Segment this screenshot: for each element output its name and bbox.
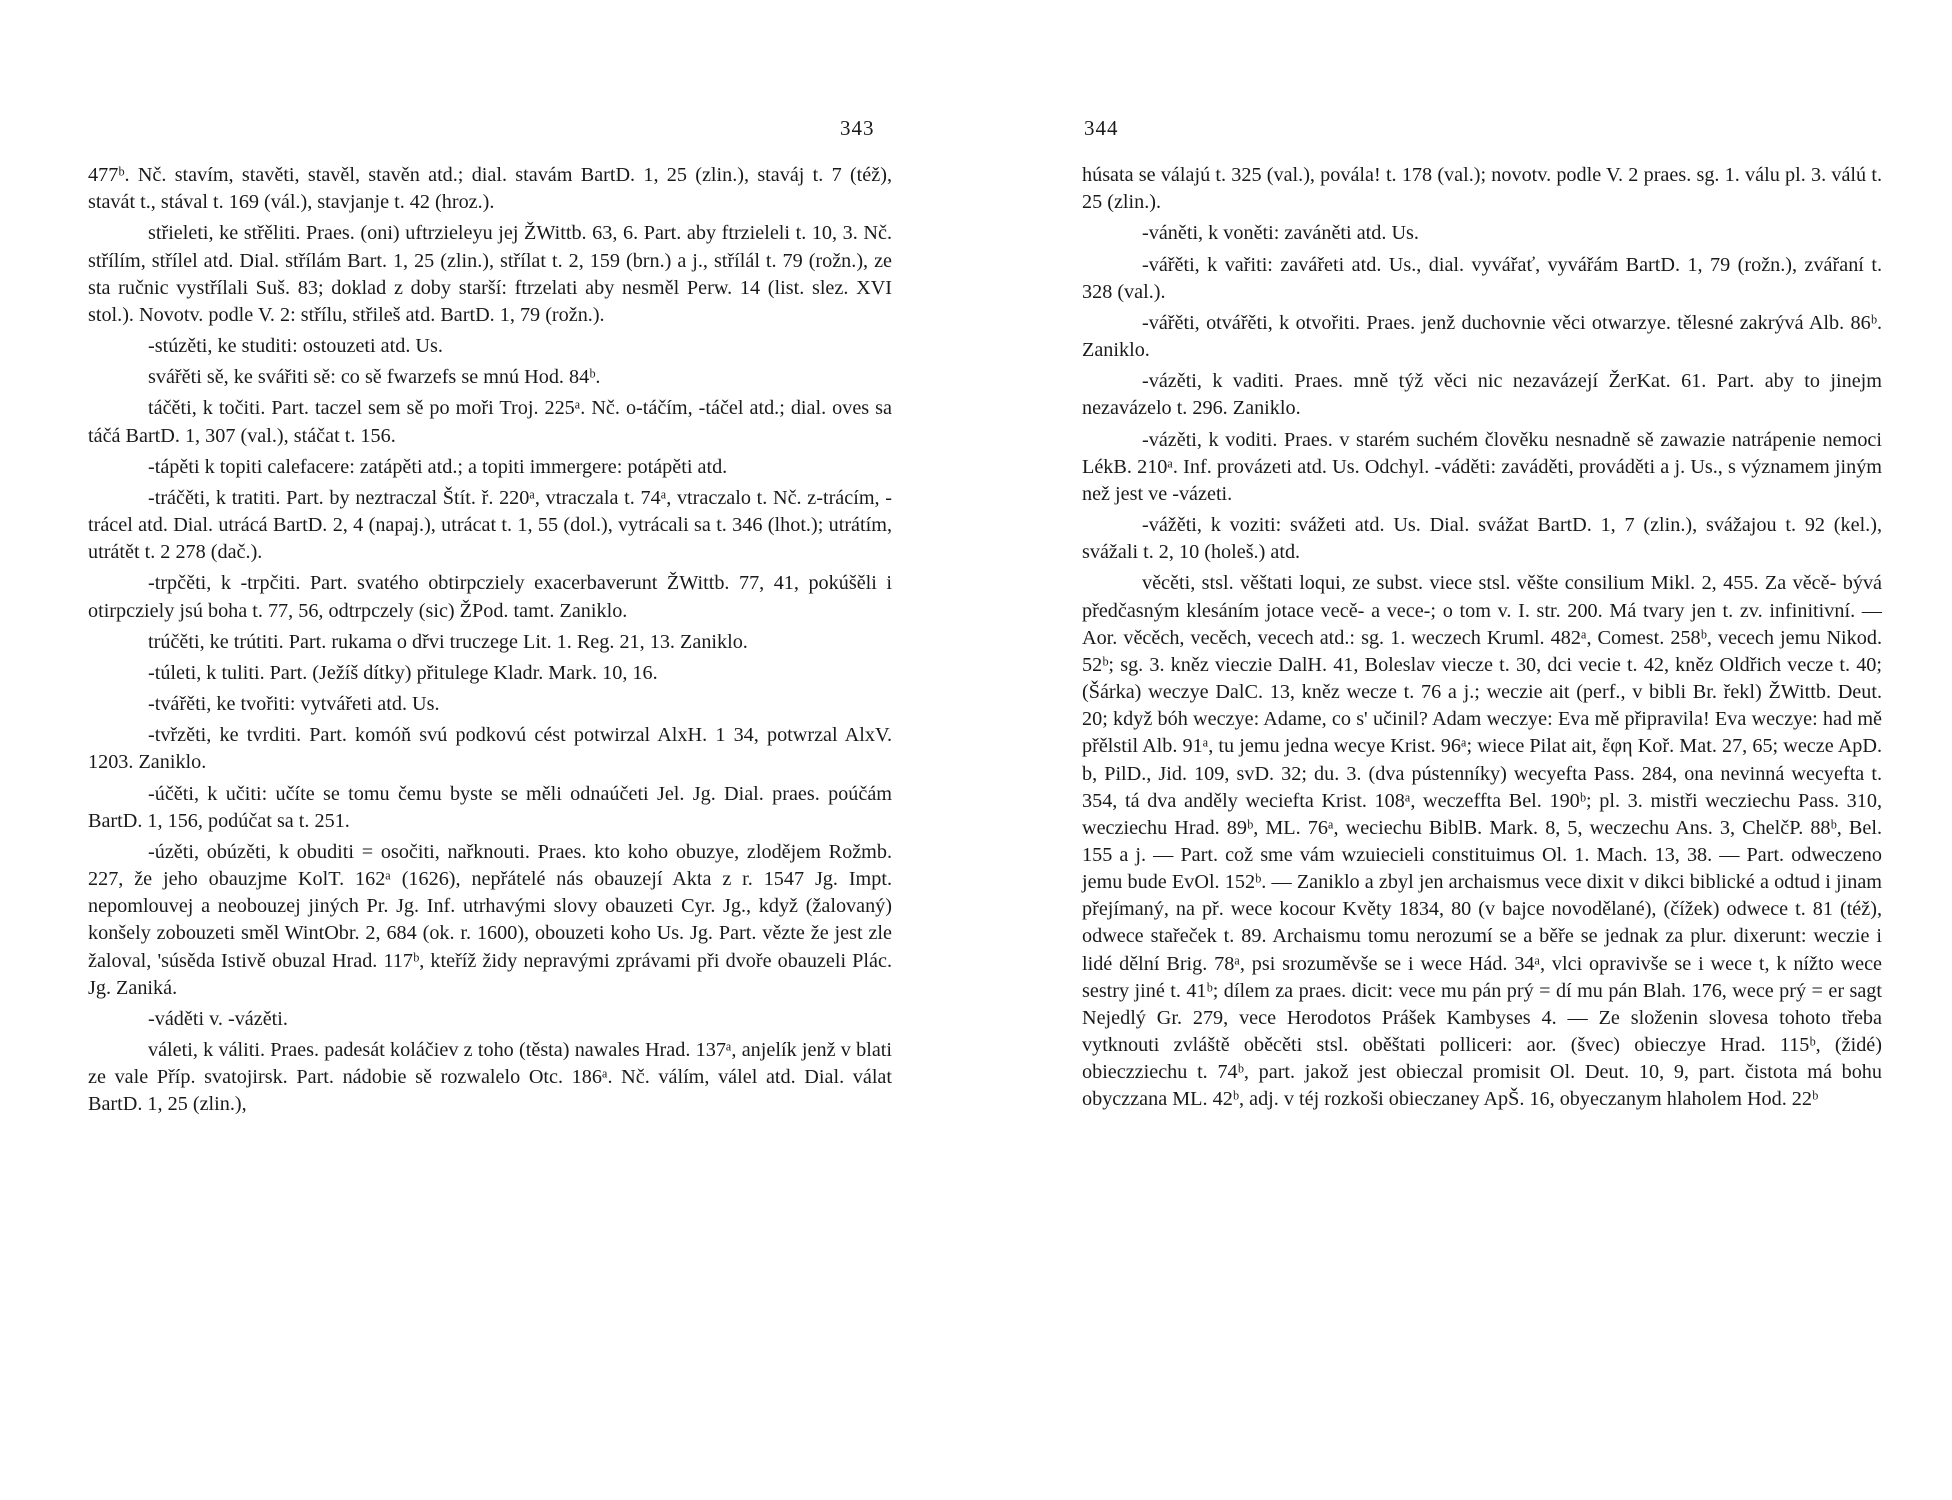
- entry-paragraph: -váděti v. -vázěti.: [148, 1007, 288, 1030]
- entry-paragraph: -vářěti, otvářěti, k otvořiti. Praes. jenž duchovnie věci otwarzye. tělesné zakrývá Alb. 86ᵇ. Zaniklo.: [1082, 311, 1882, 362]
- entry-paragraph: -stúzěti, ke studiti: ostouzeti atd. Us.: [148, 335, 443, 357]
- entry-paragraph: -vářěti, k vařiti: zavářeti atd. Us., dial. vyvářať, vyvářám BartD. 1, 79 (rožn.), zvářaní t. 328 (val.).: [1082, 253, 1882, 303]
- entry-paragraph: táčěti, k točiti. Part. taczel sem sě po moři Troj. 225ᵃ. Nč. o-táčím, -táčel atd.; dial. oves sa táčá BartD. 1, 307 (val.), stáčat t. 156.: [88, 397, 892, 447]
- entry-paragraph: věcěti, stsl. věštati loqui, ze subst. viece stsl. věšte consilium Mikl. 2, 455. Za věcě- bývá předčasným klesáním jotace vecě- a vece-; o tom v. I. str. 200. Má tvary jen t. zv. infinitivní. — Aor. věcěch, vecěch, vecech atd.: sg. 1. weczech Kruml. 482ᵃ, Comest. 258ᵇ, vecech jemu Nikod. 52ᵇ; sg. 3. kněz vieczie DalH. 41, Boleslav viecze t. 30, dci vecie t. 42, kněz Oldřich vecze t. 40; (Šárka) weczye DalC. 13, kněz wecze t. 76 a j.; weczie ait (perf., v bibli Br. řekl) ŽWittb. Deut. 20; když bóh weczye: Adame, co s' učinil? Adam weczye: Eva mě připravila! Eva weczye: had mě přělstil Alb. 91ᵃ, tu jemu jedna wecye Krist. 96ᵃ; wiece Pilat ait, ἔφη Koř. Mat. 27, 65; wecze ApD. b, PilD., Jid. 109, svD. 32; du. 3. (dva pústenníky) wecyefta Pass. 284, ona nevinná wecyefta t. 354, tá dva anděly weciefta Krist. 108ᵃ, weczeffta Bel. 190ᵇ; pl. 3. mistři wecziechu Pass. 310, wecziechu Hrad. 89ᵇ, ML. 76ᵃ, weciechu BiblB. Mark. 8, 5, weczechu Ans. 3, ChelčP. 88ᵇ, Bel. 155 a j. — Part. což sme vám wzuiecieli constituimus Ol. 1. Mach. 13, 38. — Part. odweczeno jemu bude EvOl. 152ᵇ. — Zaniklo a zbyl jen archaismus vece dixit v dikci biblické a odtud i jinam přejímaný, na př. wece kocour Květy 1834, 80 (v bajce novodělané), (čížek) odwece t. 81 (též), odwece stařeček t. 89. Archaismu tomu nerozumí se a běře se jednak za plur. dixerunt: weczie i lidé dělní Brig. 78ᵃ, psi srozuměvše se i wece Hád. 34ᵃ, vlci opravivše se i wece t, k nížto wece sestry jiné t. 41ᵇ; dílem za praes. dicit: vece mu pán prý = dí mu pán Blah. 176, wece prý = er sagt Nejedlý Gr. 279, vece Herodotos Prášek Kambyses 4. — Ze složenin slovesa tohoto třeba vytknouti zvláště oběcěti stsl. oběštati polliceri: aor. (švec) obieczye Hrad. 115ᵇ, (židé) obieczziechu t. 74ᵇ, part. jakož jest obieczal promisit Ol. Deut. 10, 9, part. čistota má bohu obyczzana ML. 42ᵇ, adj. v téj rozkoši obieczaney ApŠ. 16, obyeczanym hlaholem Hod. 22ᵇ: [1082, 572, 1882, 1111]
- entry-paragraph: 477ᵇ. Nč. stavím, stavěti, stavěl, stavěn atd.; dial. stavám BartD. 1, 25 (zlin.), staváj t. 7 (též), stavát t., stával t. 169 (vál.), stavjanje t. 42 (hroz.).: [88, 164, 892, 214]
- entry-paragraph: -úzěti, obúzěti, k obuditi = osočiti, nařknouti. Praes. kto koho obuzye, zlodějem Rožmb. 227, že jeho obauzjme KolT. 162ᵃ (1626), nepřátelé nás obauzejí Akta z r. 1547 Jg. Impt. nepomlouvej a neobouzej jiných Pr. Jg. Inf. utrhavými slovy obauzeti Cyr. Jg., když (žalovaný) konšely zobouzeti směl WintObr. 2, 684 (ok. r. 1600), obouzeti koho Us. Jg. Part. vězte že jest zle žaloval, 'súsěda Istivě obuzal Hrad. 117ᵇ, kteříž židy nepravými zprávami při dvoře obauzeli Plác. Jg. Zaniká.: [88, 841, 892, 999]
- entry-paragraph: -tápěti k topiti calefacere: zatápěti atd.; a topiti immergere: potápěti atd.: [148, 455, 728, 478]
- entry-paragraph: trúčěti, ke trútiti. Part. rukama o dřvi truczege Lit. 1. Reg. 21, 13. Zaniklo.: [148, 630, 748, 653]
- entry-paragraph: -tráčěti, k tratiti. Part. by neztraczal Štít. ř. 220ᵃ, vtraczala t. 74ᵃ, vtraczalo t. Nč. z-trácím, -trácel atd. Dial. utrácá BartD. 2, 4 (napaj.), utrácat t. 1, 55 (dol.), vytrácali sa t. 346 (lhot.); utrátím, utrátět t. 2 278 (dač.).: [88, 486, 892, 564]
- entry-paragraph: -trpčěti, k -trpčiti. Part. svatého obtirpcziely exacerbaverunt ŽWittb. 77, 41, pokúšěli i otirpcziely jsú boha t. 77, 56, odtrpczely (sic) ŽPod. tamt. Zaniklo.: [88, 572, 892, 622]
- entry-paragraph: -vázěti, k vaditi. Praes. mně týž věci nic nezavázejí ŽerKat. 61. Part. aby to jinejm nezavázelo t. 296. Zaniklo.: [1082, 370, 1882, 420]
- entry-paragraph: húsata se válajú t. 325 (val.), povála! t. 178 (val.); novotv. podle V. 2 praes. sg. 1. válu pl. 3. válú t. 25 (zlin.).: [1082, 164, 1882, 214]
- entry-paragraph: -túleti, k tuliti. Part. (Ježíš dítky) přitulege Kladr. Mark. 10, 16.: [148, 661, 658, 684]
- entry-paragraph: svářěti sě, ke svářiti sě: co sě fwarzefs se mnú Hod. 84ᵇ.: [148, 366, 601, 389]
- page-text: [1082, 162, 1882, 1118]
- page-number: 343: [840, 116, 875, 140]
- entry-paragraph: váleti, k váliti. Praes. padesát koláčiev z toho (těsta) nawales Hrad. 137ᵃ, anjelík jenž v blati ze vale Příp. svatojirsk. Part. nádobie sě rozwalelo Otc. 186ᵃ. Nč. válím, válel atd. Dial. válat BartD. 1, 25 (zlin.),: [88, 1039, 892, 1116]
- entry-paragraph: -účěti, k učiti: učíte se tomu čemu byste se měli odnaúčeti Jel. Jg. Dial. praes. poúčám BartD. 1, 156, podúčat sa t. 251.: [88, 782, 892, 832]
- entry-paragraph: -tvřzěti, ke tvrditi. Part. komóň svú podkovú cést potwirzal AlxH. 1 34, potwrzal AlxV. 1203. Zaniklo.: [88, 724, 892, 774]
- entry-paragraph: -tvářěti, ke tvořiti: vytvářeti atd. Us.: [148, 693, 440, 716]
- entry-paragraph: -vázěti, k voditi. Praes. v starém suchém člověku nesnadně sě zawazie natrápenie nemoci LékB. 210ᵃ. Inf. provázeti atd. Us. Odchyl. -váděti: zaváděti, prováděti a j. Us., s významem jiným než jest ve -vázeti.: [1082, 428, 1882, 505]
- entry-paragraph: -vážěti, k voziti: svážeti atd. Us. Dial. svážat BartD. 1, 7 (zlin.), svážajou t. 92 (kel.), svážali t. 2, 10 (holeš.) atd.: [1082, 514, 1882, 564]
- page-text: [88, 162, 892, 1123]
- entry-paragraph: střieleti, ke střěliti. Praes. (oni) uftrzieleyu jej ŽWittb. 63, 6. Part. aby ftrzieleli t. 10, 3. Nč. střílím, střílel atd. Dial. střílám Bart. 1, 25 (zlin.), střílat t. 2, 159 (brn.) a j., střílál t. 79 (rožn.), ze sta ručnic vystřílali Suš. 83; doklad z doby starší: ftrzelati aby nesměl Perw. 14 (list. slez. XVI stol.). Novotv. podle V. 2: střílu, střileš atd. BartD. 1, 79 (rožn.).: [88, 222, 892, 326]
- page-number: 344: [1084, 116, 1119, 140]
- entry-paragraph: -váněti, k voněti: zaváněti atd. Us.: [1142, 222, 1419, 245]
